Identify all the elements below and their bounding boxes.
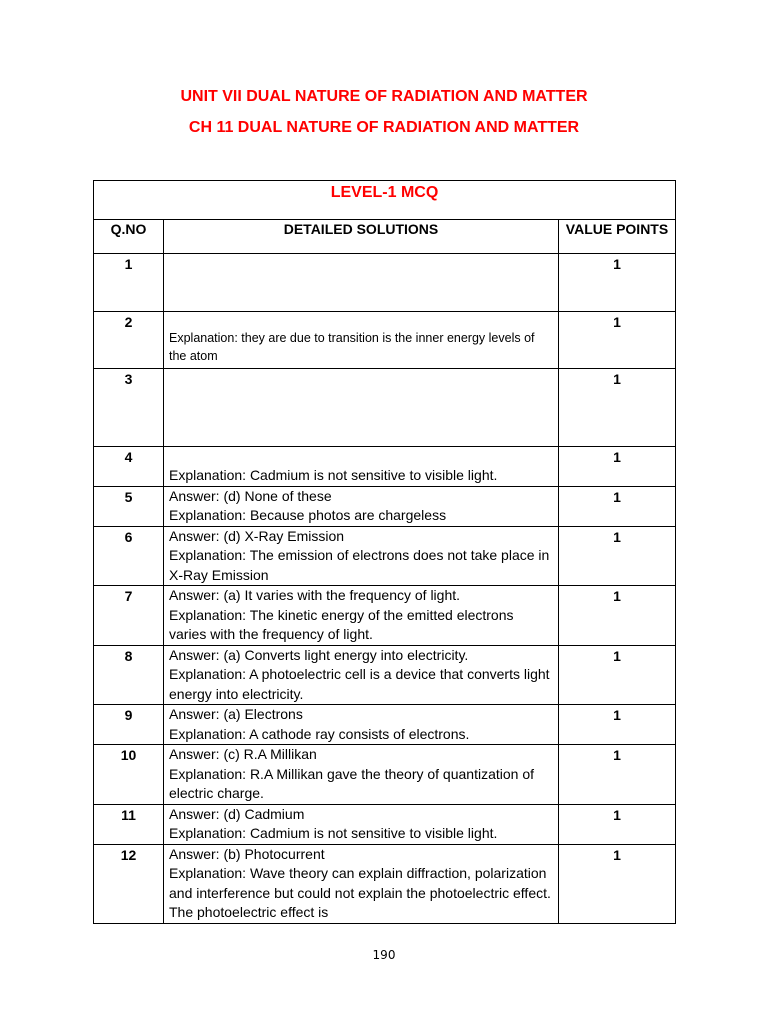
table-row: [94, 369, 676, 447]
explanation-text: Explanation: A photoelectric cell is a device that converts light energy into electricity.: [169, 666, 550, 702]
table-row: [94, 254, 676, 312]
question-number: 11: [121, 806, 136, 823]
table-row: [94, 745, 676, 805]
solution-cell: [164, 369, 559, 447]
question-number: 1: [124, 256, 133, 272]
explanation-text: Explanation: Cadmium is not sensitive to visible light.: [169, 825, 498, 841]
question-number: 5: [124, 488, 133, 505]
answer-text: Answer: (a) It varies with the frequency of light.: [169, 587, 461, 603]
explanation-text: Explanation: R.A Millikan gave the theory of quantization of electric charge.: [169, 765, 534, 801]
solution-cell: [164, 254, 559, 312]
solution-cell: [164, 586, 559, 646]
solution-cell: [164, 844, 559, 923]
value-points: 1: [613, 256, 621, 272]
table-row: [94, 705, 676, 745]
table-row: [94, 804, 676, 844]
page-number: 190: [372, 948, 396, 962]
solution-cell: [164, 645, 559, 705]
solution-cell: [164, 804, 559, 844]
solution-cell: [164, 447, 559, 487]
question-number: 4: [124, 449, 133, 465]
answer-text: Answer: (b) Photocurrent: [169, 845, 325, 862]
value-points: 1: [613, 371, 621, 387]
solution-cell: [164, 745, 559, 805]
explanation-text: Explanation: The emission of electrons does not take place in X-Ray Emission: [169, 547, 550, 583]
header-solutions: DETAILED SOLUTIONS: [164, 220, 559, 254]
table-row: [94, 645, 676, 705]
explanation-text: Explanation: Because photos are chargeless: [169, 507, 447, 523]
value-points: 1: [613, 747, 621, 763]
question-number: 9: [124, 707, 133, 723]
chapter-title: CH 11 DUAL NATURE OF RADIATION AND MATTER: [188, 119, 580, 136]
header-points: VALUE POINTS: [559, 220, 676, 254]
level-heading: LEVEL-1 MCQ: [94, 181, 676, 220]
value-points: 1: [613, 314, 621, 330]
table-row: [94, 447, 676, 487]
value-points: 1: [613, 707, 621, 723]
explanation-text: Explanation: they are due to transition is the inner energy levels of the atom: [169, 331, 535, 363]
question-number: 7: [124, 588, 133, 604]
table-row: [94, 312, 676, 369]
header-qno: Q.NO: [94, 220, 164, 254]
table-row: [94, 844, 676, 923]
table-row: [94, 486, 676, 526]
explanation-text: Explanation: The kinetic energy of the emitted electrons varies with the frequency of light.: [169, 606, 514, 642]
solution-cell: [164, 486, 559, 526]
table-row: [94, 526, 676, 586]
solution-cell: [164, 312, 559, 369]
unit-title: UNIT VII DUAL NATURE OF RADIATION AND MATTER: [180, 88, 588, 105]
value-points: 1: [613, 449, 621, 465]
value-points: 1: [613, 588, 621, 604]
explanation-text: Explanation: Cadmium is not sensitive to visible light.: [169, 467, 498, 483]
table-row: [94, 586, 676, 646]
answer-text: Answer: (a) Converts light energy into electricity.: [169, 646, 469, 663]
value-points: 1: [613, 528, 621, 545]
explanation-text: Explanation: A cathode ray consists of electrons.: [169, 725, 470, 742]
answer-text: Answer: (d) None of these: [169, 487, 332, 504]
question-number: 6: [124, 528, 133, 545]
value-points: 1: [613, 488, 621, 505]
answer-text: Answer: (c) R.A Millikan: [169, 746, 317, 762]
answer-text: Answer: (d) Cadmium: [169, 805, 305, 822]
mcq-solutions-table: [93, 180, 676, 924]
value-points: 1: [613, 806, 621, 823]
value-points: 1: [613, 846, 621, 863]
question-number: 3: [124, 371, 133, 387]
explanation-text: Explanation: Wave theory can explain diffraction, polarization and interference but could not explain the photoelectric effect. The photoelectric effect is: [169, 865, 551, 920]
question-number: 2: [124, 314, 133, 330]
value-points: 1: [613, 647, 621, 664]
answer-text: Answer: (a) Electrons: [169, 706, 303, 722]
solution-cell: [164, 526, 559, 586]
question-number: 10: [120, 747, 137, 763]
question-number: 12: [120, 846, 137, 863]
answer-text: Answer: (d) X-Ray Emission: [169, 527, 345, 544]
solution-cell: [164, 705, 559, 745]
question-number: 8: [124, 647, 133, 664]
